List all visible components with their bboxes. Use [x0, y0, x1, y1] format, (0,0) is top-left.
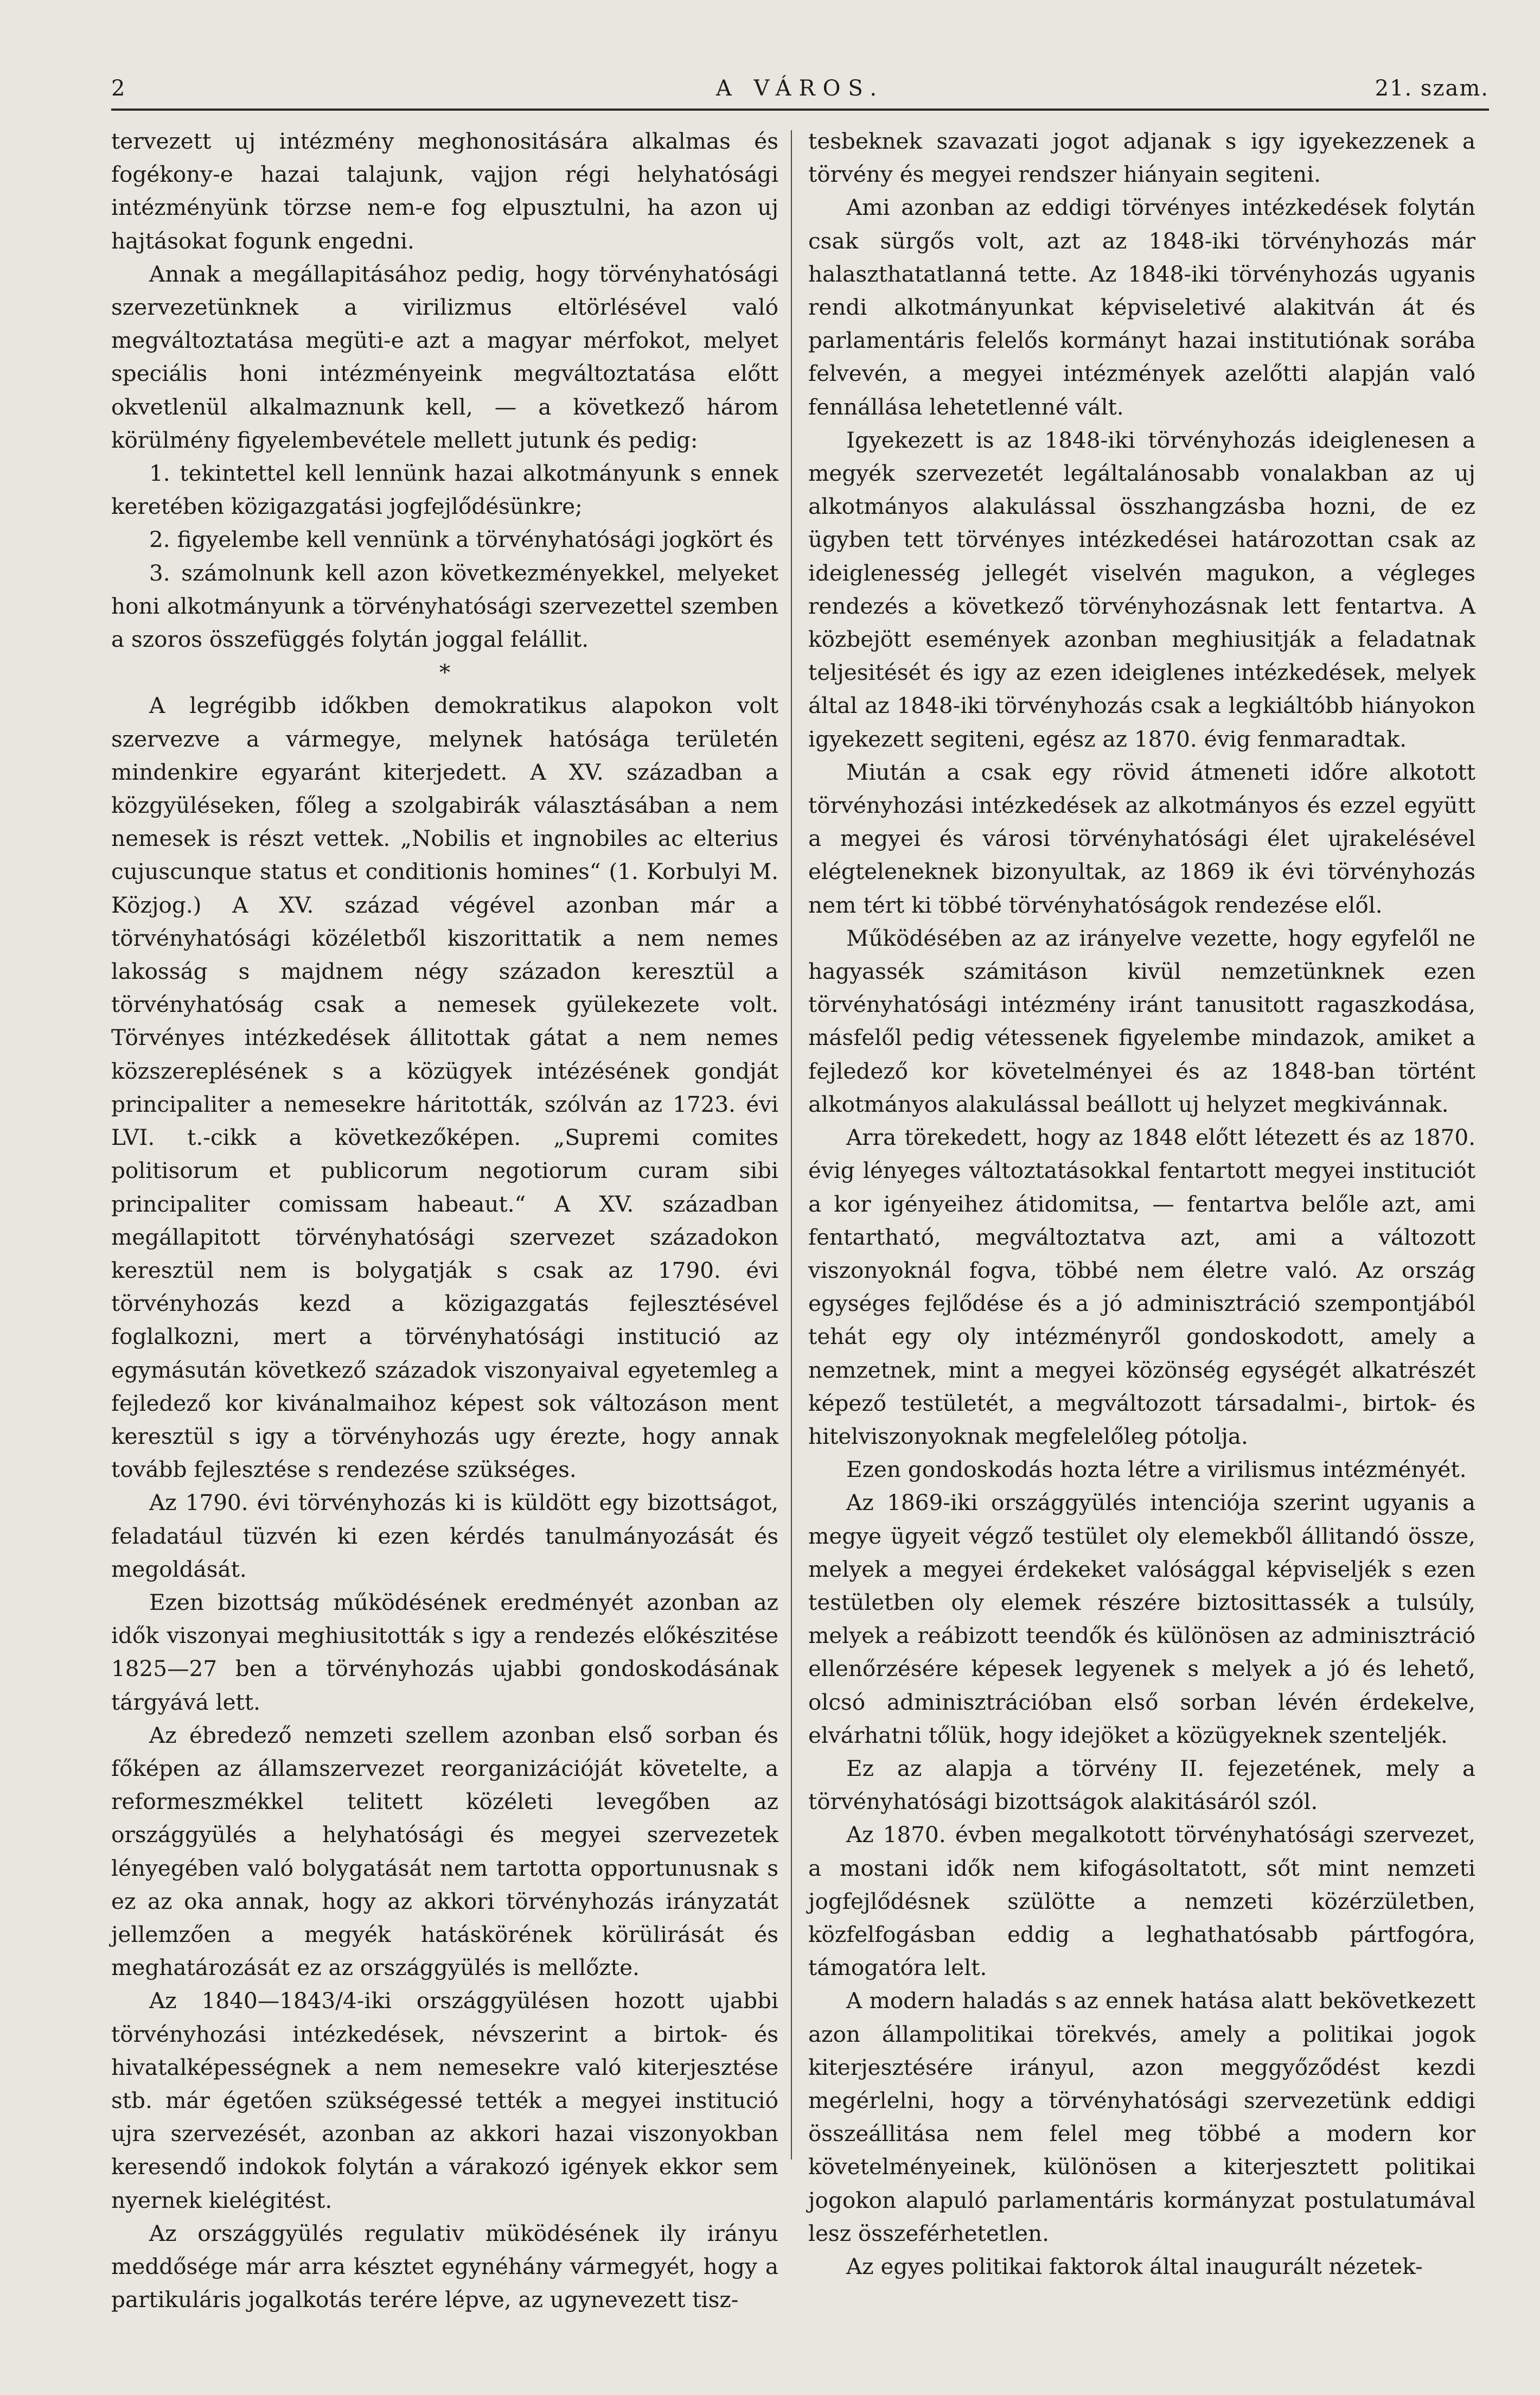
- section-separator: *: [439, 659, 451, 686]
- paragraph: A legrégibb időkben demokratikus alapokon volt szervezve a vármegye, melynek hatósága területén mindenkire egyaránt kiterjedett. A XV. században a közgyüléseken, főleg a szolgabirák választásában a nem nemesek is részt vettek. „Nobilis et ingnobiles ac elterius cujuscunque status et conditionis homines“ (1. Korbulyi M. Közjog.) A XV. század végével azonban már a törvényhatósági közéletből kiszorittatik a nem nemes lakosság s majdnem négy századon keresztül a törvényhatóság csak a nemesek gyülekezete volt. Törvényes intézkedések állitottak gátat a nem nemes közszereplésének s a közügyek intézésének gondját principaliter a nemesekre háritották, szólván az 1723. évi LVI. t.-cikk a következőképen. „Supremi comites politisorum et publicorum negotiorum curam sibi principaliter comissam habeaut.“ A XV. században megállapitott törvényhatósági szervezet századokon keresztül nem is bolygatják s csak az 1790. évi törvényhozás kezd a közigazgatás fejlesztésével foglalkozni, mert a törvényhatósági institució az egymásután következő századok viszonyaival egyetemleg a fejledező kor kivánalmaihoz képest sok változáson ment keresztül s igy a törvényhozás ugy érezte, hogy annak tovább fejlesztése s rendezése szükséges.: [111, 692, 778, 1483]
- publication-title: A VÁROS.: [715, 76, 885, 101]
- paragraph: 3. számolnunk kell azon következményekkel, melyeket honi alkotmányunk a törvényhatósági szervezettel szemben a szoros összefüggés folytán joggal felállit.: [111, 559, 778, 653]
- paragraph: Annak a megállapitásához pedig, hogy törvényhatósági szervezetünknek a virilizmus eltörlésével való megváltoztatása megüti-e azt a magyar mérfokot, melyet speciális honi intézményeink megváltoztatása előtt okvetlenül alkalmaznunk kell, — a következő három körülmény figyelembevétele mellett jutunk és pedig:: [111, 260, 778, 453]
- header-rule: [111, 109, 1489, 111]
- paragraph: 1. tekintettel kell lennünk hazai alkotmányunk s ennek keretében közigazgatási jogfejlődésünkre;: [111, 460, 778, 520]
- paragraph: Az egyes politikai faktorok által inaugurált nézetek-: [846, 2253, 1423, 2279]
- paragraph: tervezett uj intézmény meghonositására alkalmas és fogékony-e hazai talajunk, vajjon régi helyhatósági intézményünk törzse nem-e fog elpusztulni, ha azon uj hajtásokat fogunk engedni.: [111, 128, 778, 254]
- paragraph: A modern haladás s az ennek hatása alatt bekövetkezett azon állampolitikai törekvés, amely a politikai jogok kiterjesztésére irányul, azon meggyőződést kezdi megérlelni, hogy a törvényhatósági szervezetünk eddigi összeállitása nem felel meg többé a modern kor követelményeinek, különösen a kiterjesztett politikai jogokon alapuló parlamentáris kormányzat postulatumával lesz összeférhetetlen.: [808, 1988, 1475, 2246]
- paragraph: Arra törekedett, hogy az 1848 előtt létezett és az 1870. évig lényeges változtatásokkal fentartott megyei instituciót a kor igényeihez átidomitsa, — fentartva belőle azt, ami fentartható, megváltoztatva azt, ami a változott viszonyoknál fogva, többé nem életre való. Az ország egységes fejlődése és a jó adminisztráció szempontjából tehát egy oly intézményről gondoskodott, amely a nemzetnek, mint a megyei közönség egységét alkatrészét képező testületét, a megváltozott társadalmi-, birtok- és hitelviszonyoknak megfelelőleg pótolja.: [808, 1124, 1475, 1449]
- paragraph: Igyekezett is az 1848-iki törvényhozás ideiglenesen a megyék szervezetét legáltalánosabb vonalakban az uj alkotmányos alakulással összhangzásba hozni, de ez ügyben tett törvényes intézkedései határozottan csak az ideiglenesség jellegét viselvén magukon, a végleges rendezés a következő törvényhozásnak lett fentartva. A közbejött események azonban meghiusitják a feladatnak teljesitését és igy az ezen ideiglenes intézkedések, melyek által az 1848-iki törvényhozás csak a legkiáltóbb hiányokon igyekezett segiteni, egész az 1870. évig fenmaradtak.: [808, 426, 1475, 752]
- left-column: [111, 125, 778, 2316]
- paragraph: Működésében az az irányelve vezette, hogy egyfelől ne hagyassék számitáson kivül nemzetünknek ezen törvényhatósági intézmény iránt tanusitott ragaszkodása, másfelől pedig vétessenek figyelembe mindazok, amiket a fejledező kor követelményei és az 1848-ban történt alkotmányos alakulással beállott uj helyzet megkivánnak.: [808, 925, 1475, 1117]
- paragraph: Ezen bizottság működésének eredményét azonban az idők viszonyai meghiusitották s igy a rendezés előkészitése 1825—27 ben a törvényhozás ujabbi gondoskodásának tárgyává lett.: [111, 1589, 778, 1715]
- paragraph: Az ébredező nemzeti szellem azonban első sorban és főképen az államszervezet reorganizációját követelte, a reformeszmékkel telitett közéleti levegőben az országgyülés a helyhatósági és megyei szervezetek lényegében való bolygatását nem tartotta opportunusnak s ez az oka annak, hogy az akkori törvényhozás irányzatát jellemzően a megyék hatáskörének körülirását és meghatározását ez az országgyülés is mellőzte.: [111, 1722, 778, 1981]
- page-number: 2: [111, 76, 126, 101]
- right-column: [808, 125, 1475, 2283]
- paragraph: Miután a csak egy rövid átmeneti időre alkotott törvényhozási intézkedések az alkotmányos és ezzel együtt a megyei és városi törvényhatósági élet ujrakelésével elégteleneknek bizonyultak, az 1869 ik évi törvényhozás nem tért ki többé törvényhatóságok rendezése elől.: [808, 759, 1475, 918]
- issue-number: 21. szam.: [1375, 76, 1489, 101]
- paragraph: Ezen gondoskodás hozta létre a virilismus intézményét.: [846, 1456, 1467, 1483]
- paragraph: tesbeknek szavazati jogot adjanak s igy igyekezzenek a törvény és megyei rendszer hiányain segiteni.: [808, 128, 1475, 188]
- paragraph: Az 1840—1843/4-iki országgyülésen hozott ujabbi törvényhozási intézkedések, névszerint a birtok- és hivatalképességnek a nem nemesekre való kiterjesztése stb. már égetően szükségessé tették a megyei institució ujra szervezését, azonban az akkori hazai viszonyokban keresendő indokok folytán a várakozó igények ekkor sem nyernek kielégitést.: [111, 1988, 778, 2213]
- page-header: [111, 76, 1489, 109]
- paragraph: Az 1869-iki országgyülés intenciója szerint ugyanis a megye ügyeit végző testület oly elemekből állitandó össze, melyek a megyei érdekeket valósággal képviseljék s ezen testületben oly elemek részére biztosittassék a tulsúly, melyek a reábizott teendők és különösen az adminisztráció ellenőrzésére képesek legyenek s melyek a jó és lehető, olcsó adminisztrációban első sorban lévén érdekelve, elvárhatni tőlük, hogy idejöket a közügyeknek szenteljék.: [808, 1489, 1475, 1748]
- column-divider: [791, 130, 792, 2160]
- paragraph: Ami azonban az eddigi törvényes intézkedések folytán csak sürgős volt, azt az 1848-iki törvényhozás már halaszthatatlanná tette. Az 1848-iki törvényhozás ugyanis rendi alkotmányunkat képviseletivé alakitván át és parlamentáris felelős kormányt hazai institutiónak sorába felvevén, a megyei intézmények azelőtti alapján való fennállása lehetetlenné vált.: [808, 194, 1475, 420]
- paragraph: Ez az alapja a törvény II. fejezetének, mely a törvényhatósági bizottságok alakitásáról szól.: [808, 1755, 1475, 1815]
- paragraph: 2. figyelembe kell vennünk a törvényhatósági jogkört és: [149, 526, 774, 553]
- paragraph: Az 1790. évi törvényhozás ki is küldött egy bizottságot, feladatául tüzvén ki ezen kérdés tanulmányozását és megoldását.: [111, 1489, 778, 1582]
- paragraph: Az 1870. évben megalkotott törvényhatósági szervezet, a mostani idők nem kifogásoltatott, sőt mint nemzeti jogfejlődésnek szülötte a nemzeti közérzületben, közfelfogásban eddig a leghathatósabb pártfogóra, támogatóra lelt.: [808, 1821, 1475, 1981]
- paragraph: Az országgyülés regulativ müködésének ily irányu meddősége már arra késztet egynéhány vármegyét, hogy a partikuláris jogalkotás terére lépve, az ugynevezett tisz-: [111, 2220, 778, 2313]
